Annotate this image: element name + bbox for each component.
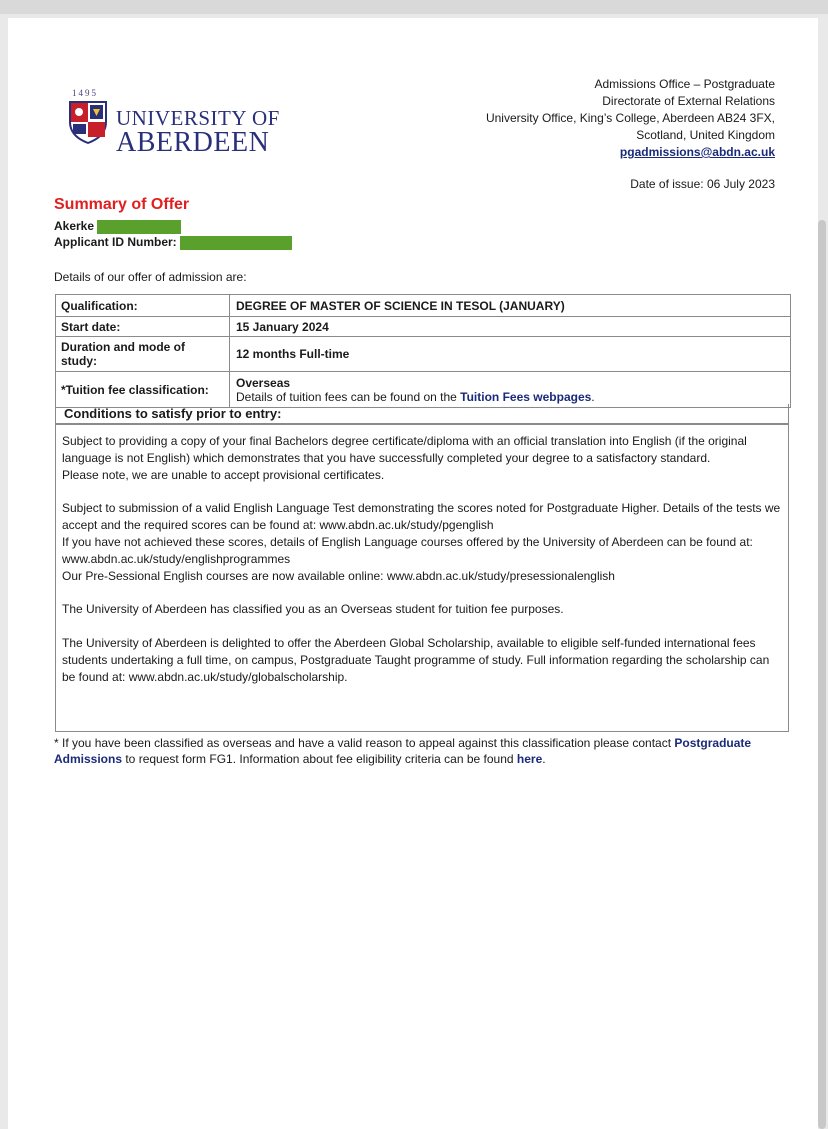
applicant-name: Akerke [54,219,95,233]
applicant-id-line [54,235,292,250]
university-logo [60,88,280,168]
duration-value: 12 months Full-time [236,347,350,361]
scholarship-statement: The University of Aberdeen is delighted to offer the Aberdeen Global Scholarship, available to eligible self-funded international fees students undertaking a full time, on campus, Postgraduate Taught programme of study. Full information regarding the scholarship can be found at: www.abdn.ac.uk/study/globalscholarship. [62,636,770,684]
page-title: Summary of Offer [54,196,190,213]
condition-degree-text: Subject to providing a copy of your final Bachelors degree certificate/diploma with an official translation into English (if the original language is not English) which demonstrates that you have successfully completed your degree to a satisfactory standard. [62,434,747,465]
address-line: Admissions Office – Postgraduate [594,77,775,91]
admissions-email-link[interactable]: pgadmissions@abdn.ac.uk [619,145,775,159]
condition-english-test: Subject to submission of a valid English Language Test demonstrating the scores noted for Postgraduate Higher. Details of the tests we accept and the required scores can be found at: www.abdn.ac.uk/study/pgenglish [62,501,781,533]
footnote-middle: to request form FG1. Information about fee eligibility criteria can be found [122,752,517,766]
sender-address [486,76,775,161]
intro-text: Details of our offer of admission are: [54,270,247,284]
tuition-fees-link[interactable]: Tuition Fees webpages [460,389,592,404]
condition-provisional-note: Please note, we are unable to accept provisional certificates. [62,467,385,482]
start-date-value: 15 January 2024 [236,319,329,334]
fee-classification-label: *Tuition fee classification: [56,372,230,407]
address-line: Directorate of External Relations [602,94,775,108]
condition-english-courses: If you have not achieved these scores, details of English Language courses offered by the University of Aberdeen can be found at: www.abdn.ac.uk/study/englishprogrammes [62,534,753,566]
footnote [54,735,794,767]
address-line: Scotland, United Kingdom [636,128,775,142]
table-row [56,295,790,317]
date-of-issue: Date of issue: 06 July 2023 [630,177,775,191]
postgraduate-admissions-link[interactable]: Postgraduate Admissions [54,736,752,766]
applicant-id-label: Applicant ID Number: [54,235,177,249]
redaction-block [97,220,181,234]
table-row [56,317,790,337]
document-page [8,18,818,1129]
logo-university-of: UNIVERSITY OF [116,106,280,130]
duration-label: Duration and mode of study: [56,337,230,371]
start-date-label: Start date: [56,317,230,336]
fee-status-statement: The University of Aberdeen has classified you as an Overseas student for tuition fee purposes. [62,602,564,617]
condition-presessional: Our Pre-Sessional English courses are now available online: www.abdn.ac.uk/study/presessionalenglish [62,568,615,583]
offer-table [55,294,791,408]
fee-classification-cell [230,372,790,407]
conditions-body [55,424,789,732]
fee-classification-value: Overseas [236,375,291,390]
address-line: University Office, King’s College, Aberdeen AB24 3FX, [485,111,775,125]
fee-note [236,390,595,404]
logo-year: 1495 [72,88,98,98]
footnote-prefix: * If you have been classified as overseas and have a valid reason to appeal against this classification please contact [54,736,675,750]
qualification-value: DEGREE OF MASTER OF SCIENCE IN TESOL (JANUARY) [236,298,565,313]
fee-note-prefix: Details of tuition fees can be found on the [236,389,461,404]
table-row [56,337,790,372]
viewer-top-bar [0,0,828,14]
footnote-suffix: . [542,752,546,766]
here-link[interactable]: here [516,752,543,766]
conditions-heading: Conditions to satisfy prior to entry: [55,404,789,424]
scrollbar[interactable] [818,220,826,1129]
logo-aberdeen: ABERDEEN [116,127,270,158]
redaction-block [180,236,292,250]
table-row [56,372,790,407]
crest-shield-icon [68,100,108,144]
fee-note-suffix: . [591,389,595,404]
applicant-name-line [54,219,181,234]
qualification-label: Qualification: [56,295,230,316]
